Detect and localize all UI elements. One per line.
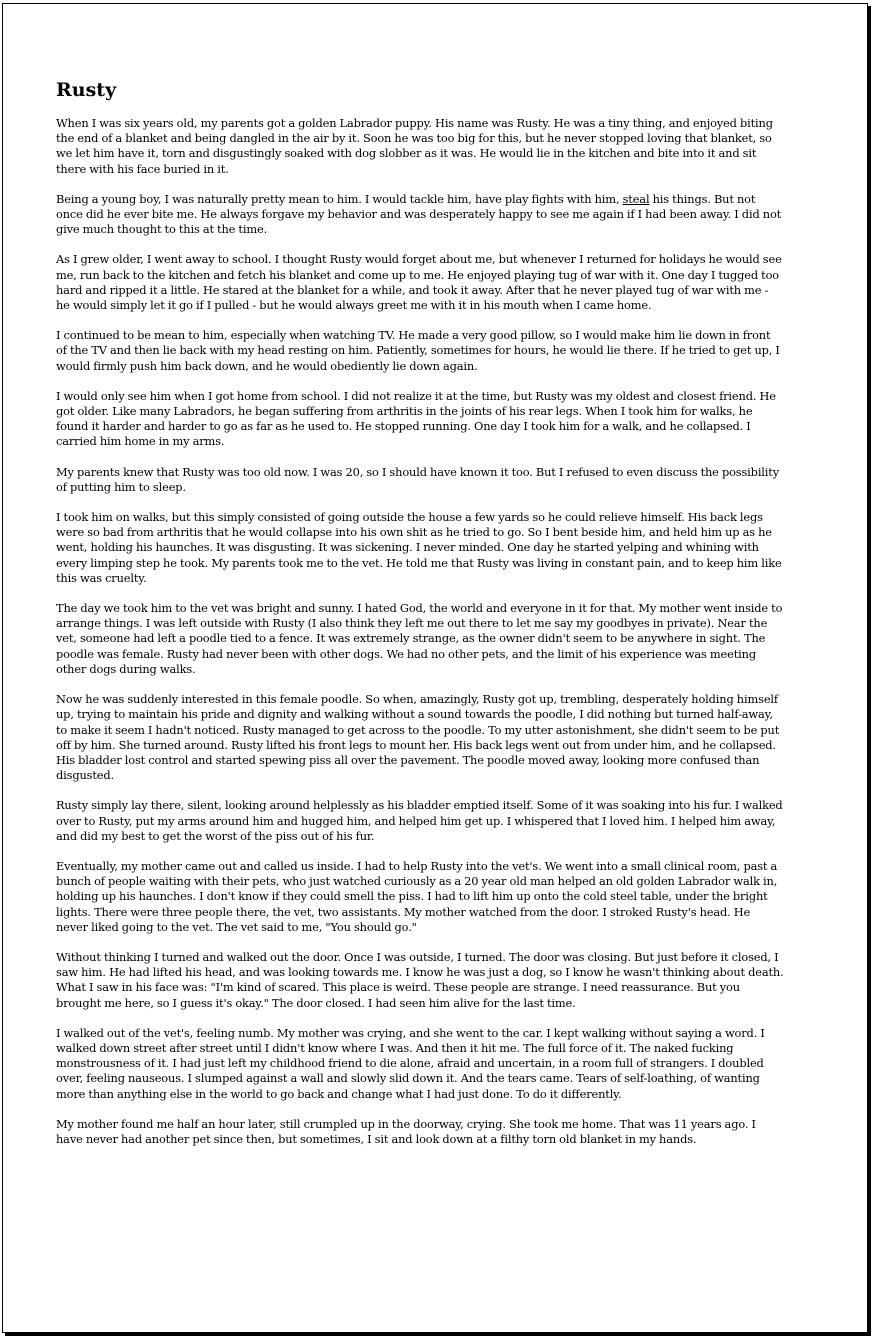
document-page xyxy=(2,3,868,1333)
paragraph-2-text-after: his things. But not once did he ever bite me. He always forgave my behavior and was desperately happy to see me again if I had been away. I did not give much thought to this at the time. xyxy=(56,191,782,237)
paragraph-10: Rusty simply lay there, silent, looking around helplessly as his bladder emptied itself. Some of it was soaking into his fur. I walked over to Rusty, put my arms around him and hugged him, and helped him get up. I whispered that I loved him. I helped him away, and did my best to get the worst of the piss out of his fur. xyxy=(56,798,783,843)
paragraph-5: I would only see him when I got home from school. I did not realize it at the time, but Rusty was my oldest and closest friend. He got older. Like many Labradors, he began suffering from arthritis in the joints of his rear legs. When I took him for walks, he found it harder and harder to go as far as he used to. He stopped running. One day I took him for a walk, and he collapsed. I carried him home in my arms. xyxy=(56,388,776,449)
paragraph-12: Without thinking I turned and walked out the door. Once I was outside, I turned. The door was closing. But just before it closed, I saw him. He had lifted his head, and was looking towards me. I know he was just a dog, so I know he wasn't thinking about death. What I saw in his face was: "I'm kind of scared. This place is weird. These people are strange. I need reassurance. But you brought me here, so I guess it's okay." The door closed. I had seen him alive for the last time. xyxy=(56,949,784,1010)
paragraph-2 xyxy=(56,192,784,238)
paragraph-14: My mother found me half an hour later, still crumpled up in the doorway, crying. She took me home. That was 11 years ago. I have never had another pet since then, but sometimes, I sit and look down at a filthy torn old blanket in my hands. xyxy=(56,1116,756,1146)
paragraph-4: I continued to be mean to him, especially when watching TV. He made a very good pillow, so I would make him lie down in front of the TV and then lie back with my head resting on him. Patiently, sometimes for hours, he would lie there. If he tried to get up, I would firmly push him back down, and he would obediently lie down again. xyxy=(56,328,780,373)
document-title: Rusty xyxy=(56,79,117,101)
paragraph-13: I walked out of the vet's, feeling numb. My mother was crying, and she went to the car. I kept walking without saying a word. I walked down street after street until I didn't know where I was. And then it hit me. The full force of it. The naked fucking monstrousness of it. I had just left my childhood friend to die alone, afraid and uncertain, in a room full of strangers. I doubled over, feeling nauseous. I slumped against a wall and slowly slid down it. And the tears came. Tears of self-loathing, of wanting more than anything else in the world to go back and change what I had just done. To do it differently. xyxy=(56,1025,765,1101)
paragraph-11: Eventually, my mother came out and called us inside. I had to help Rusty into the vet's. We went into a small clinical room, past a bunch of people waiting with their pets, who just watched curiously as a 20 year old man helped an old golden Labrador walk in, holding up his haunches. I don't know if they could smell the piss. I had to lift him up onto the cold steel table, under the bright lights. There were three people there, the vet, two assistants. My mother watched from the door. I stroked Rusty's head. He never liked going to the vet. The vet said to me, "You should go." xyxy=(56,858,778,934)
paragraph-9: Now he was suddenly interested in this female poodle. So when, amazingly, Rusty got up, trembling, desperately holding himself up, trying to maintain his pride and dignity and walking without a sound towards the poodle, I did nothing but turned half-away, to make it seem I hadn't noticed. Rusty managed to get across to the poodle. To my utter astonishment, she didn't seem to be put off by him. She turned around. Rusty lifted his front legs to mount her. His back legs went out from under him, and he collapsed. His bladder lost control and started spewing piss all over the pavement. The poodle moved away, looking more confused than disgusted. xyxy=(56,692,780,783)
paragraph-1: When I was six years old, my parents got a golden Labrador puppy. His name was Rusty. He was a tiny thing, and enjoyed biting the end of a blanket and being dangled in the air by it. Soon he was too big for this, but he never stopped loving that blanket, so we let him have it, torn and disgustingly soaked with dog slobber as it was. He would lie in the kitchen and bite into it and sit there with his face buried in it. xyxy=(56,116,773,176)
paragraph-6: My parents knew that Rusty was too old now. I was 20, so I should have known it too. But I refused to even discuss the possibility of putting him to sleep. xyxy=(56,464,780,494)
paragraph-3: As I grew older, I went away to school. I thought Rusty would forget about me, but whenever I returned for holidays he would see me, run back to the kitchen and fetch his blanket and come up to me. He enjoyed playing tug of war with it. One day I tugged too hard and ripped it a little. He stared at the blanket for a while, and took it away. After that he never played tug of war with me - he would simply let it go if I pulled - but he would always greet me with it in his mouth when I came home. xyxy=(56,252,782,313)
document-body xyxy=(56,78,784,1162)
paragraph-7: I took him on walks, but this simply consisted of going outside the house a few yards so he could relieve himself. His back legs were so bad from arthritis that he would collapse into his own shit as he tried to go. So I bent beside him, and held him up as he went, holding his haunches. It was disgusting. It was sickening. I never minded. One day he started yelping and whining with every limping step he took. My parents took me to the vet. He told me that Rusty was living in constant pain, and to keep him like this was cruelty. xyxy=(56,510,782,585)
paragraph-8: The day we took him to the vet was bright and sunny. I hated God, the world and everyone in it for that. My mother went inside to arrange things. I was left outside with Rusty (I also think they left me out there to let me say my goodbyes in private). Near the vet, someone had left a poodle tied to a fence. It was extremely strange, as the owner didn't seem to be anywhere in sight. The poodle was female. Rusty had never been with other dogs. We had no other pets, and the limit of his experience was meeting other dogs during walks. xyxy=(56,601,783,676)
paragraph-2-text-before: Being a young boy, I was naturally pretty mean to him. I would tackle him, have play fights with him, xyxy=(56,191,623,206)
underlined-word: steal xyxy=(622,191,650,206)
